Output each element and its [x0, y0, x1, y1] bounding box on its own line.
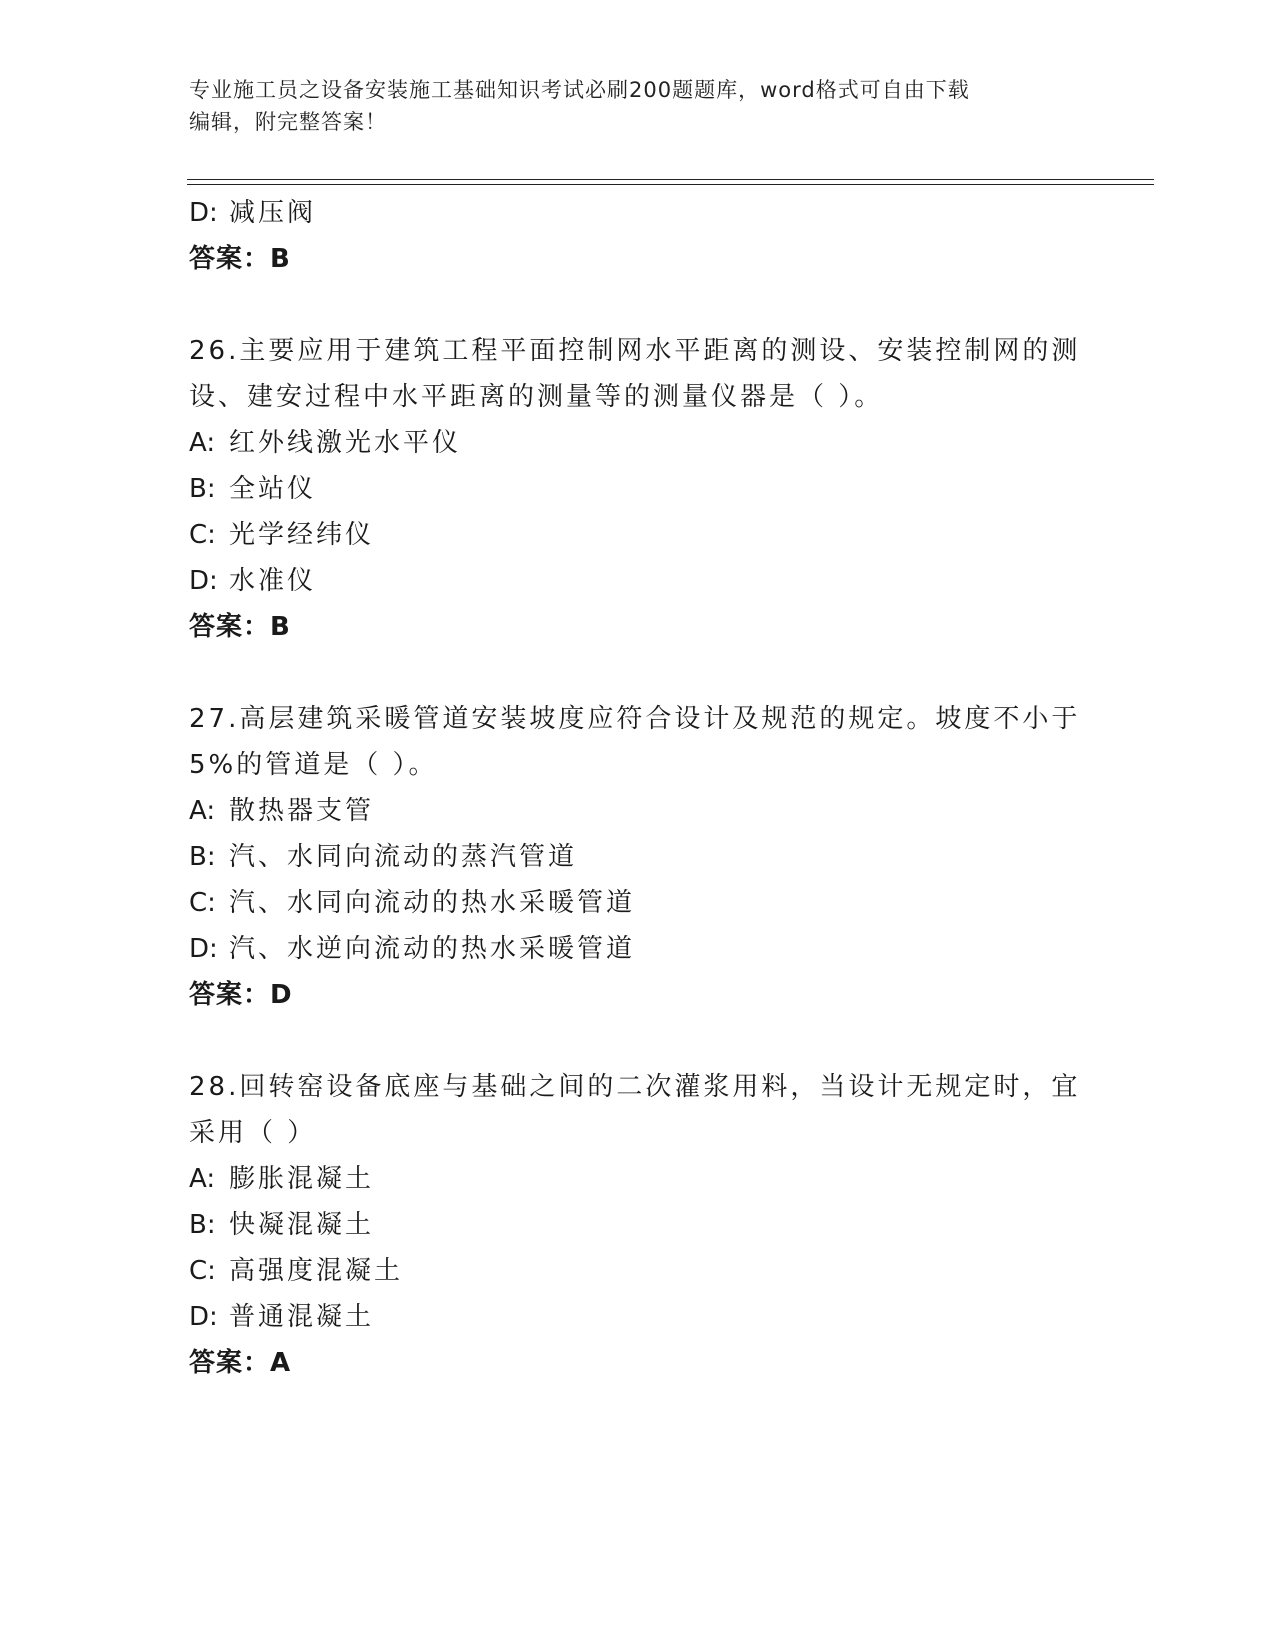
option-d — [189, 926, 1089, 972]
option-b — [189, 466, 1089, 512]
option-key: C: — [189, 520, 216, 550]
option-text: 红外线激光水平仪 — [229, 428, 462, 458]
option-key: D: — [189, 1302, 218, 1332]
page-header — [189, 74, 1089, 138]
spacer — [189, 282, 1089, 328]
question-27 — [189, 696, 1089, 1018]
option-d — [189, 1294, 1089, 1340]
option-text: 水准仪 — [229, 566, 317, 596]
header-rule-bottom — [187, 184, 1154, 185]
option-a — [189, 420, 1089, 466]
option-text: 快凝混凝土 — [229, 1210, 375, 1240]
question-text-line-2: 采用（ ） — [189, 1118, 317, 1148]
option-key: B: — [189, 474, 216, 504]
option-text: 汽、水逆向流动的热水采暖管道 — [229, 934, 636, 964]
question-26 — [189, 328, 1089, 650]
option-b — [189, 1202, 1089, 1248]
option-c — [189, 880, 1089, 926]
question-text-line-2: 5%的管道是（ ）。 — [189, 750, 438, 780]
question-text-line-1: 27.高层建筑采暖管道安装坡度应符合设计及规范的规定。坡度不小于 — [189, 704, 1081, 734]
option-key: B: — [189, 842, 216, 872]
option-text: 散热器支管 — [229, 796, 375, 826]
option-d — [189, 190, 1089, 236]
option-text: 汽、水同向流动的热水采暖管道 — [229, 888, 636, 918]
question-28 — [189, 1064, 1089, 1386]
option-c — [189, 512, 1089, 558]
answer-line: 答案：B — [189, 612, 291, 642]
option-key: A: — [189, 1164, 216, 1194]
option-key: B: — [189, 1210, 216, 1240]
option-text: 减压阀 — [229, 198, 317, 228]
answer-line: 答案：D — [189, 980, 293, 1010]
question-text-line-1: 26.主要应用于建筑工程平面控制网水平距离的测设、安装控制网的测 — [189, 336, 1081, 366]
option-key: C: — [189, 1256, 216, 1286]
option-key: D: — [189, 934, 218, 964]
spacer — [189, 1018, 1089, 1064]
option-key: D: — [189, 198, 218, 228]
header-line-1: 专业施工员之设备安装施工基础知识考试必刷200题题库，word格式可自由下载 — [189, 78, 970, 102]
option-text: 高强度混凝土 — [229, 1256, 404, 1286]
option-b — [189, 834, 1089, 880]
option-d — [189, 558, 1089, 604]
question-content — [189, 190, 1089, 1386]
option-key: C: — [189, 888, 216, 918]
answer-line: 答案：B — [189, 244, 291, 274]
option-key: A: — [189, 796, 216, 826]
option-text: 汽、水同向流动的蒸汽管道 — [229, 842, 578, 872]
option-text: 光学经纬仪 — [229, 520, 375, 550]
option-text: 普通混凝土 — [229, 1302, 375, 1332]
option-key: D: — [189, 566, 218, 596]
spacer — [189, 650, 1089, 696]
option-text: 膨胀混凝土 — [229, 1164, 375, 1194]
answer-line: 答案：A — [189, 1348, 292, 1378]
header-rule-top — [187, 179, 1154, 180]
option-text: 全站仪 — [229, 474, 317, 504]
option-c — [189, 1248, 1089, 1294]
header-line-2: 编辑，附完整答案！ — [189, 110, 387, 134]
question-text-line-2: 设、建安过程中水平距离的测量等的测量仪器是（ ）。 — [189, 382, 884, 412]
option-a — [189, 1156, 1089, 1202]
question-text-line-1: 28.回转窑设备底座与基础之间的二次灌浆用料，当设计无规定时，宜 — [189, 1072, 1081, 1102]
option-key: A: — [189, 428, 216, 458]
option-a — [189, 788, 1089, 834]
